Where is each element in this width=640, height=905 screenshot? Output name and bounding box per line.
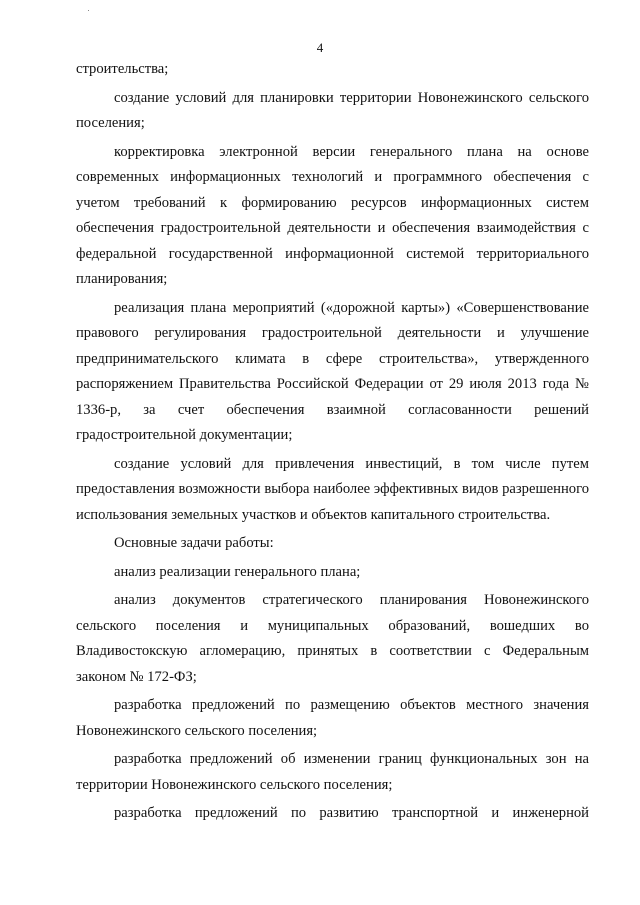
document-body: [76, 57, 589, 827]
paragraph: Основные задачи работы:: [114, 535, 274, 551]
scan-speck: [88, 10, 89, 11]
paragraph: реализация плана мероприятий («дорожной карты») «Совершенствование правового регулирования градостроительной деятельности и улучшение предпринимательского климата в сфере строительства», утвержденного распоряжением Правительства Российской Федерации от 29 июля 2013 года № 1336-р, за счет обеспечения взаимной согласованности решений градостроительной документации;: [76, 299, 589, 443]
paragraph: анализ документов стратегического планирования Новонежинского сельского поселения и муниципальных образований, вошедших во Владивостокскую агломерацию, принятых в соответствии с Федеральным законом № 172-ФЗ;: [76, 592, 589, 685]
paragraph: разработка предложений об изменении границ функциональных зон на территории Новонежинского сельского поселения;: [76, 751, 589, 793]
paragraph: строительства;: [76, 61, 169, 77]
paragraph: корректировка электронной версии генерального плана на основе современных информационных технологий и программного обеспечения с учетом требований к формированию ресурсов информационных систем обеспечения градостроительной деятельности и обеспечения взаимодействия с федеральной государственной информационной системой территориального планирования;: [76, 143, 589, 287]
page-number: 4: [316, 40, 324, 55]
paragraph: разработка предложений по развитию транспортной и инженерной: [114, 805, 589, 821]
paragraph: анализ реализации генерального плана;: [114, 563, 361, 580]
paragraph: разработка предложений по размещению объектов местного значения Новонежинского сельского поселения;: [76, 697, 589, 739]
paragraph: создание условий для привлечения инвестиций, в том числе путем предоставления возможности выбора наиболее эффективных видов разрешенного использования земельных участков и объектов капитального строительства.: [76, 455, 589, 523]
paragraph: создание условий для планировки территории Новонежинского сельского поселения;: [76, 89, 589, 131]
